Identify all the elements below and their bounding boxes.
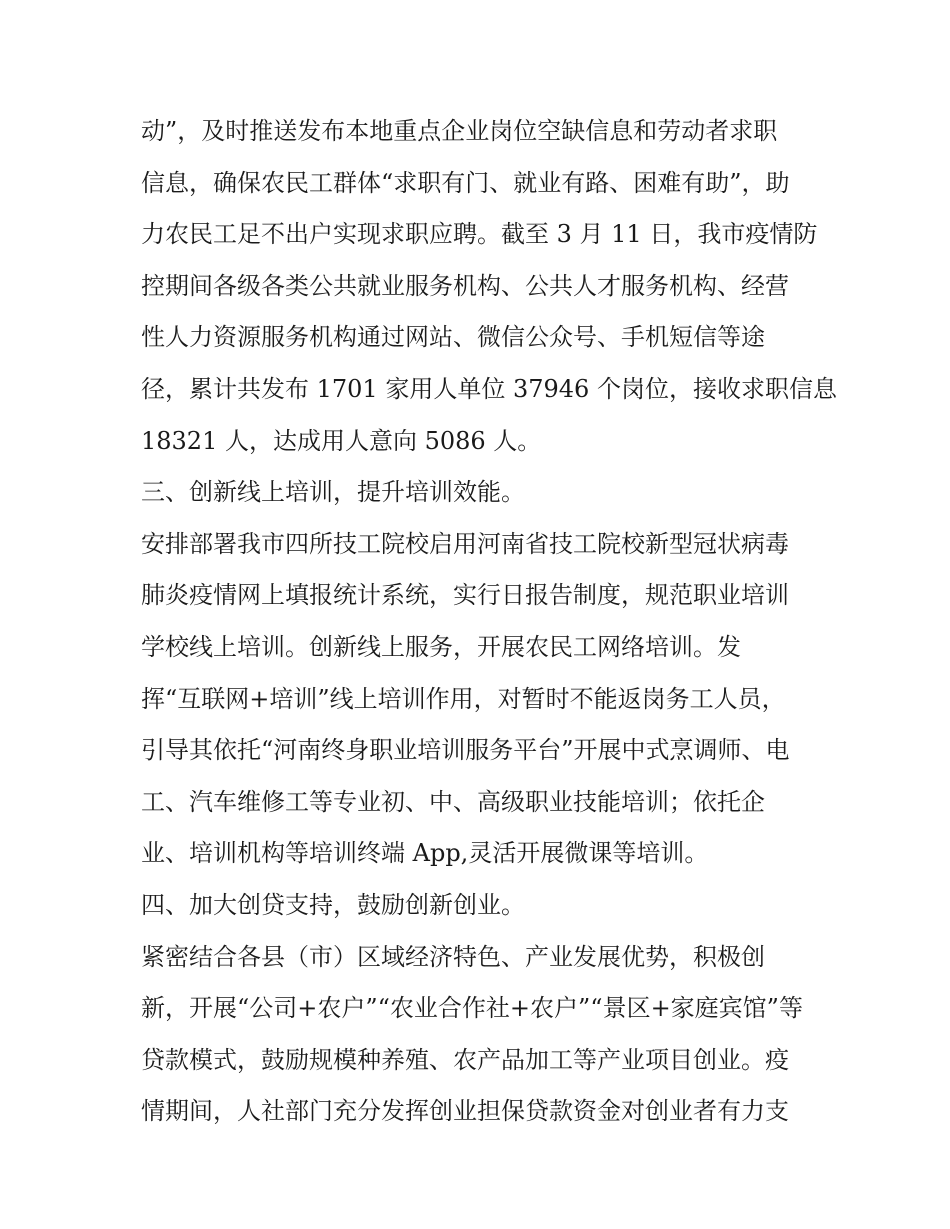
text-line: 贷款模式，鼓励规模种养殖、农产品加工等产业项目创业。疫 [141,1045,789,1074]
text-line: 工、汽车维修工等专业初、中、高级职业技能培训；依托企 [141,787,765,816]
text-line: 业、培训机构等培训终端 App,灵活开展微课等培训。 [141,839,709,868]
text-line: 安排部署我市四所技工院校启用河南省技工院校新型冠状病毒 [141,529,789,558]
text-line: 18321 人，达成用人意向 5086 人。 [141,426,542,455]
text-line: 信息，确保农民工群体“求职有门、就业有路、困难有助”，助 [141,168,790,197]
section-heading-3: 三、创新线上培训，提升培训效能。 [141,478,525,507]
text-line: 径，累计共发布 1701 家用人单位 37946 个岗位，接收求职信息 [141,374,837,403]
text-line: 性人力资源服务机构通过网站、微信公众号、手机短信等途 [141,323,765,352]
text-line: 新，开展“公司+农户”“农业合作社+农户”“景区+家庭宾馆”等 [141,994,803,1023]
section-heading-4: 四、加大创贷支持，鼓励创新创业。 [141,890,525,919]
text-line: 情期间，人社部门充分发挥创业担保贷款资金对创业者有力支 [141,1097,789,1126]
text-line: 肺炎疫情网上填报统计系统，实行日报告制度，规范职业培训 [141,581,789,610]
text-line: 引导其依托“河南终身职业培训服务平台”开展中式烹调师、电 [141,736,790,765]
text-line: 紧密结合各县（市）区域经济特色、产业发展优势，积极创 [141,942,765,971]
text-line: 控期间各级各类公共就业服务机构、公共人才服务机构、经营 [141,271,789,300]
text-line: 学校线上培训。创新线上服务，开展农民工网络培训。发 [141,632,741,661]
text-line: 挥“互联网+培训”线上培训作用，对暂时不能返岗务工人员， [141,684,786,713]
text-line: 力农民工足不出户实现求职应聘。截至 3 月 11 日，我市疫情防 [141,220,818,249]
text-line: 动”，及时推送发布本地重点企业岗位空缺信息和劳动者求职 [141,117,778,145]
body-text [141,110,837,1142]
